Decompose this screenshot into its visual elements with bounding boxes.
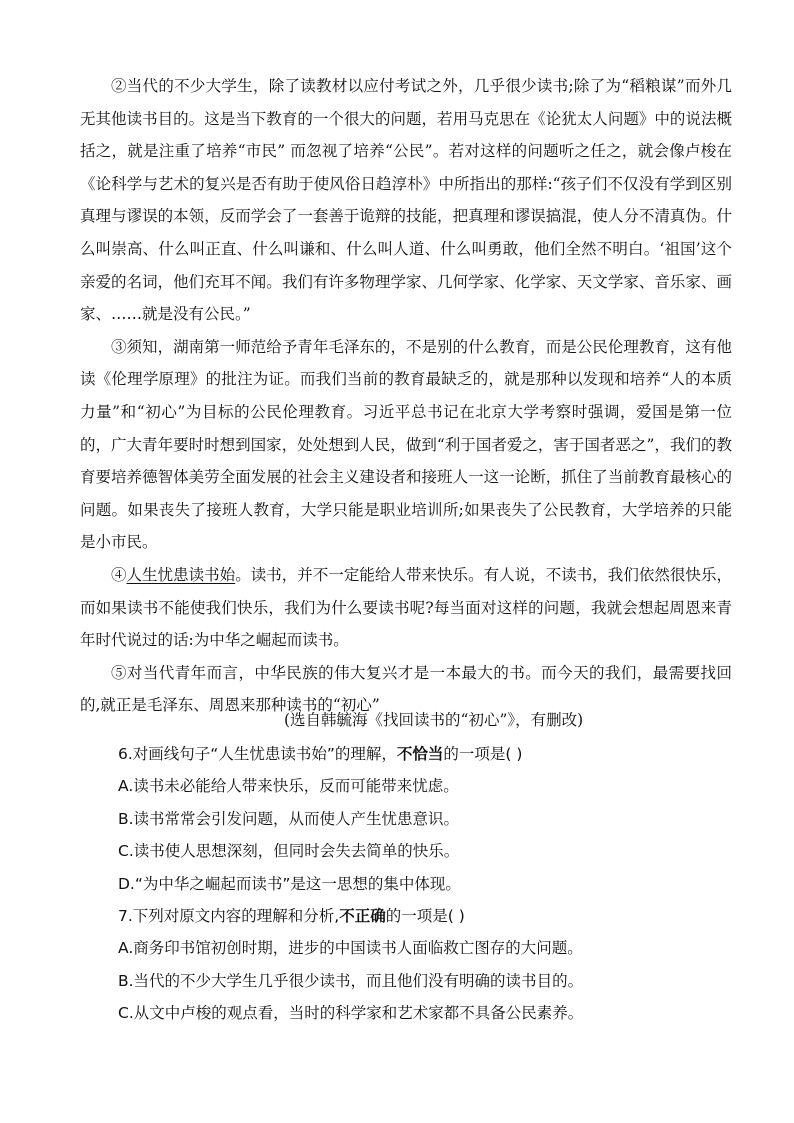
question-6-emphasis: 不恰当 [396,745,444,763]
questions-section [118,738,738,1030]
paragraph-4-text: 。读书，并不一定能给人带来快乐。有人说，不读书，我们依然很快乐，而如果读书不能使我们快乐，我们为什么要读书呢?每当面对这样的问题，我就会想起周恩来青年时代说过的话:为中华之崛起而读书。 [80,565,732,650]
question-6-option-c: C.读书使人思想深刻，但同时会失去简单的快乐。 [118,842,460,861]
reading-passage [80,70,732,722]
question-6-option-b: B.读书常常会引发问题，从而使人产生忧患意识。 [118,809,460,828]
underlined-sentence: 人生忧患读书始 [126,565,236,584]
question-7-stem-end: 的一项是( ) [385,907,465,926]
question-7-stem [118,900,738,932]
paragraph-4 [80,559,732,657]
question-6-stem-text: 6.对画线句子“人生忧患读书始”的理解， [118,745,397,763]
question-7-emphasis: 不正确 [339,907,386,926]
question-7-option-b: B.当代的不少大学生几乎很少读书，而且他们没有明确的读书目的。 [118,971,584,990]
paragraph-4-number: ④ [111,565,127,584]
question-6-stem-end: 的一项是( ) [443,745,523,763]
source-citation: (选自韩毓海《找回读书的“初心”》，有删改) [284,711,584,729]
paragraph-2: ②当代的不少大学生，除了读教材以应付考试之外，几乎很少读书;除了为“稻粮谋”而外几无其他读书目的。这是当下教育的一个很大的问题，若用马克思在《论犹太人问题》中的说法概括之，就是注重了培养“市民” 而忽视了培养“公民”。若对这样的问题听之任之，就会像卢梭在《论科学与艺术的复兴是否有助于使风俗日趋淳朴》中所指出的那样:“孩子们不仅没有学到区别真理与谬误的本领，反而学会了一套善于诡辩的技能，把真理和谬误搞混，使人分不清真伪。什么叫崇高、什么叫正直、什么叫谦和、什么叫人道、什么叫勇敢，他们全然不明白。‘祖国’这个亲爱的名词，他们充耳不闻。我们有许多物理学家、几何学家、化学家、天文学家、音乐家、画家、……就是没有公民。” [80,77,732,324]
question-6-stem [118,738,738,770]
question-6-option-d: D.“为中华之崛起而读书”是这一思想的集中体现。 [118,874,461,893]
question-7-option-c: C.从文中卢梭的观点看，当时的科学家和艺术家都不具备公民素养。 [118,1004,584,1023]
question-6-option-a: A.读书未必能给人带来快乐，反而可能带来忧虑。 [118,777,459,796]
paragraph-5: ⑤对当代青年而言，中华民族的伟大复兴才是一本最大的书。而今天的我们，最需要找回的,就正是毛泽东、周恩来那种读书的“初心” [80,663,732,715]
question-7-stem-text: 7.下列对原文内容的理解和分析, [118,907,340,926]
paragraph-3: ③须知，湖南第一师范给予青年毛泽东的，不是别的什么教育，而是公民伦理教育，这有他读《伦理学原理》的批注为证。而我们当前的教育最缺乏的，就是那种以发现和培养“人的本质力量”和“初心”为目标的公民伦理教育。习近平总书记在北京大学考察时强调，爱国是第一位的，广大青年要时时想到国家，处处想到人民，做到“利于国者爱之，害于国者恶之”，我们的教育要培养德智体美劳全面发展的社会主义建设者和接班人一这一论断，抓住了当前教育最核心的问题。如果丧失了接班人教育，大学只能是职业培训所;如果丧失了公民教育，大学培养的只能是小市民。 [80,337,732,552]
question-7-option-a: A.商务印书馆初创时期，进步的中国读书人面临救亡图存的大问题。 [118,939,583,958]
